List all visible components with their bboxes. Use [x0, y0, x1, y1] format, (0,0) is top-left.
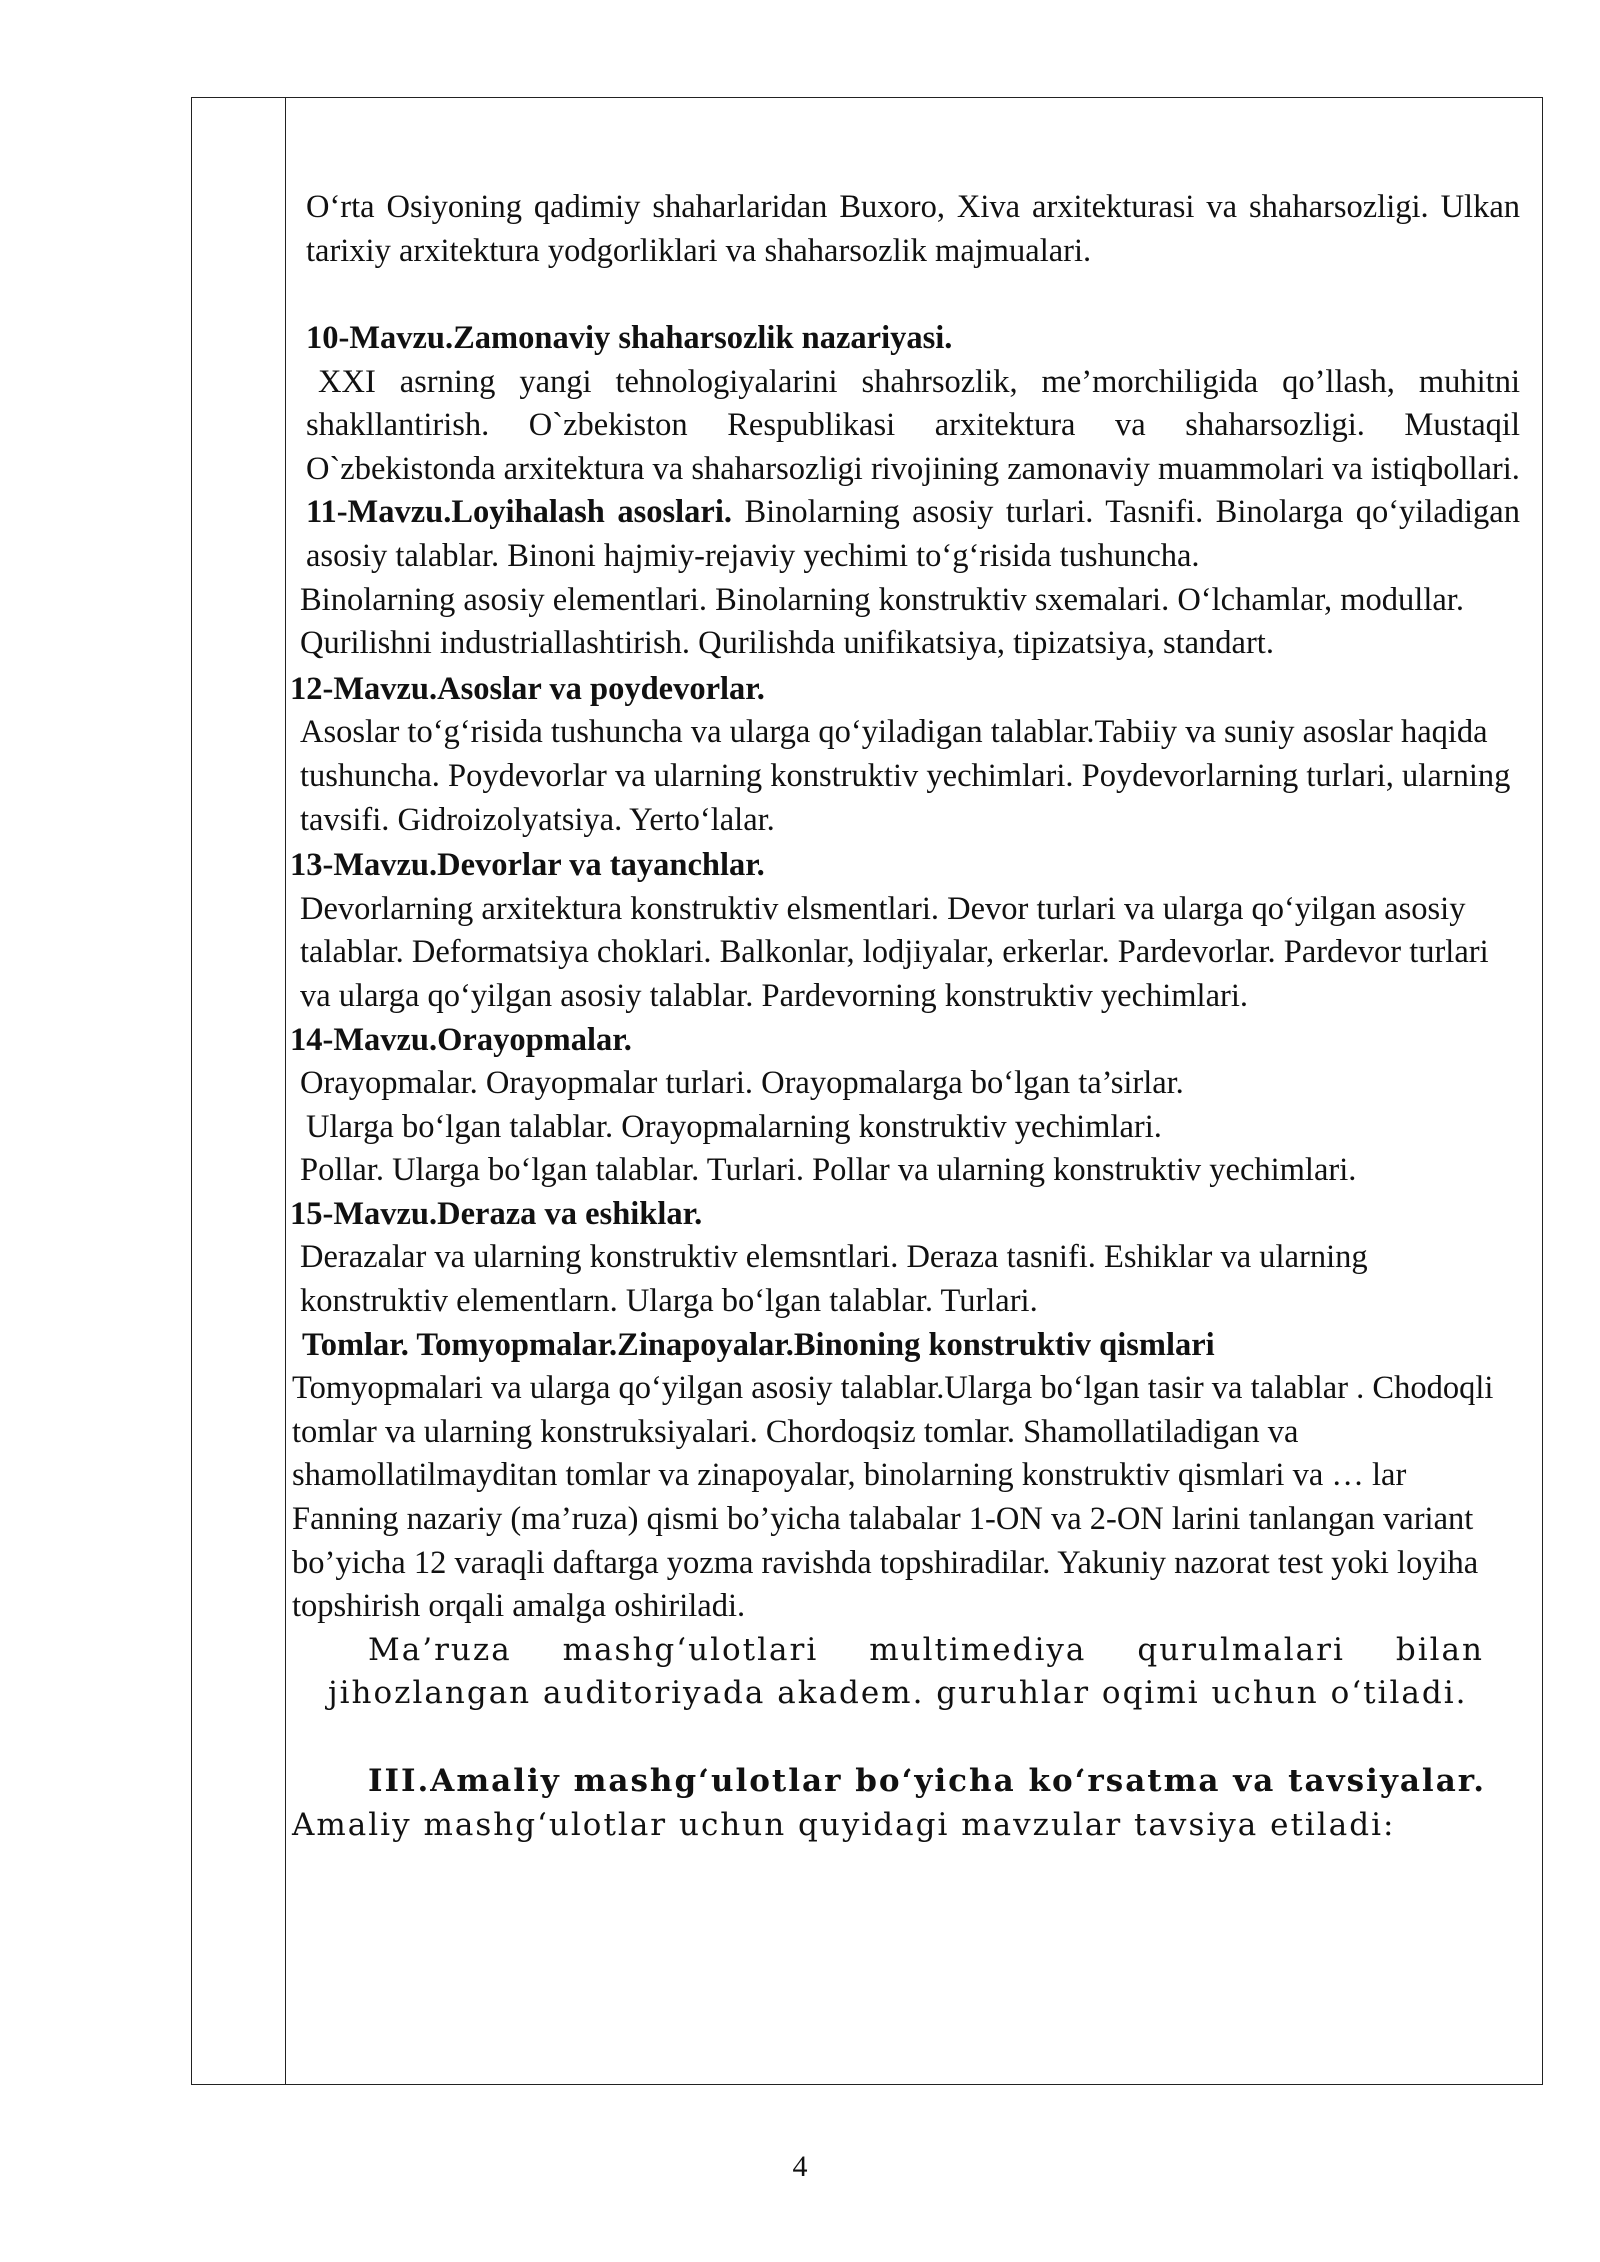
- section-heading-3: III.Amaliy mashg‘ulotlar bo‘yicha ko‘rsatma va tavsiyalar.: [368, 1763, 1487, 1799]
- content-table: [191, 97, 1543, 2085]
- topic-body-14c: Pollar. Ularga bo‘lgan talablar. Turlari. Pollar va ularning konstruktiv yechimlari.: [300, 1152, 1357, 1189]
- lecture-note-line1: Ma’ruza mashg‘ulotlari multimediya qurulmalari bilan: [368, 1631, 1484, 1668]
- lecture-note-line2: jihozlangan auditoriyada akadem. guruhlar oqimi uchun o‘tiladi.: [328, 1675, 1468, 1712]
- paragraph-intro: O‘rta Osiyoning qadimiy shaharlaridan Buxoro, Xiva arxitekturasi va shaharsozligi. Ulkan tarixiy arxitektura yodgorliklari va shaharsozlik majmualari.: [306, 189, 1520, 269]
- assessment-note: Fanning nazariy (ma’ruza) qismi bo’yicha talabalar 1-ON va 2-ON larini tanlangan variant bo’yicha 12 varaqli daftarga yozma ravishda topshiradilar. Yakuniy nazorat test yoki loyiha topshirish orqali amalga oshiriladi.: [292, 1501, 1479, 1625]
- practical-intro: Amaliy mashg‘ulotlar uchun quyidagi mavzular tavsiya etiladi:: [292, 1806, 1396, 1843]
- topic-body-14b: Ularga bo‘lgan talablar. Orayopmalarning konstruktiv yechimlari.: [306, 1108, 1162, 1145]
- topic-body-16: Tomyopmalari va ularga qo‘yilgan asosiy talablar.Ularga bo‘lgan tasir va talablar . Chodoqli tomlar va ularning konstruksiyalari. Chordoqsiz tomlar. Shamollatiladigan va shamollatilmayditan tomlar va zinapoyalar, binolarning konstruktiv qismlari va … lar: [292, 1370, 1494, 1494]
- topic-heading-11: 11-Mavzu.Loyihalash asoslari.: [306, 494, 732, 531]
- topic-heading-14: 14-Mavzu.Orayopmalar.: [290, 1021, 632, 1058]
- topic-heading-16: Tomlar. Tomyopmalar.Zinapoyalar.Binoning konstruktiv qismlari: [302, 1326, 1215, 1363]
- page-number: 4: [792, 2150, 808, 2183]
- content-cell: [290, 186, 1520, 1847]
- topic-11: [300, 491, 1520, 578]
- topic-body-10: XXI asrning yangi tehnologiyalarini shahrsozlik, me’morchiligida qo’llash, muhitni shakllantirish. O`zbekiston Respublikasi arxitektura va shaharsozligi. Mustaqil O`zbekistonda arxitektura va shaharsozligi rivojining zamonaviy muammolari va istiqbollari.: [306, 363, 1520, 487]
- topic-body-13: Devorlarning arxitektura konstruktiv elsmentlari. Devor turlari va ularga qo‘yilgan asosiy talablar. Deformatsiya choklari. Balkonlar, lodjiyalar, erkerlar. Pardevorlar. Pardevor turlari va ularga qo‘yilgan asosiy talablar. Pardevorning konstruktiv yechimlari.: [300, 890, 1489, 1014]
- topic-heading-10: 10-Mavzu.Zamonaviy shaharsozlik nazariyasi.: [306, 320, 953, 356]
- topic-body-11a: Binolarning asosiy turlari. Tasnifi. Binolarga qo‘yiladigan asosiy talablar. Binoni hajmiy-rejaviy yechimi to‘g‘risida tushuncha.: [306, 494, 1520, 574]
- column-divider: [285, 98, 286, 2084]
- topic-heading-13: 13-Mavzu.Devorlar va tayanchlar.: [290, 847, 765, 884]
- topic-heading-12: 12-Mavzu.Asoslar va poydevorlar.: [290, 670, 765, 707]
- topic-body-14a: Orayopmalar. Orayopmalar turlari. Orayopmalarga bo‘lgan ta’sirlar.: [300, 1065, 1184, 1102]
- topic-heading-15: 15-Mavzu.Deraza va eshiklar.: [290, 1195, 703, 1232]
- topic-body-12: Asoslar to‘g‘risida tushuncha va ularga qo‘yiladigan talablar.Tabiiy va suniy asoslar haqida tushuncha. Poydevorlar va ularning konstruktiv yechimlari. Poydevorlarning turlari, ularning tavsifi. Gidroizolyatsiya. Yerto‘lalar.: [300, 714, 1511, 838]
- topic-body-11b: Binolarning asosiy elementlari. Binolarning konstruktiv sxemalari. O‘lchamlar, modullar. Qurilishni industriallashtirish. Qurilishda unifikatsiya, tipizatsiya, standart.: [300, 581, 1464, 662]
- topic-body-15: Derazalar va ularning konstruktiv elemsntlari. Deraza tasnifi. Eshiklar va ularning konstruktiv elementlarn. Ularga bo‘lgan talablar. Turlari.: [300, 1239, 1368, 1320]
